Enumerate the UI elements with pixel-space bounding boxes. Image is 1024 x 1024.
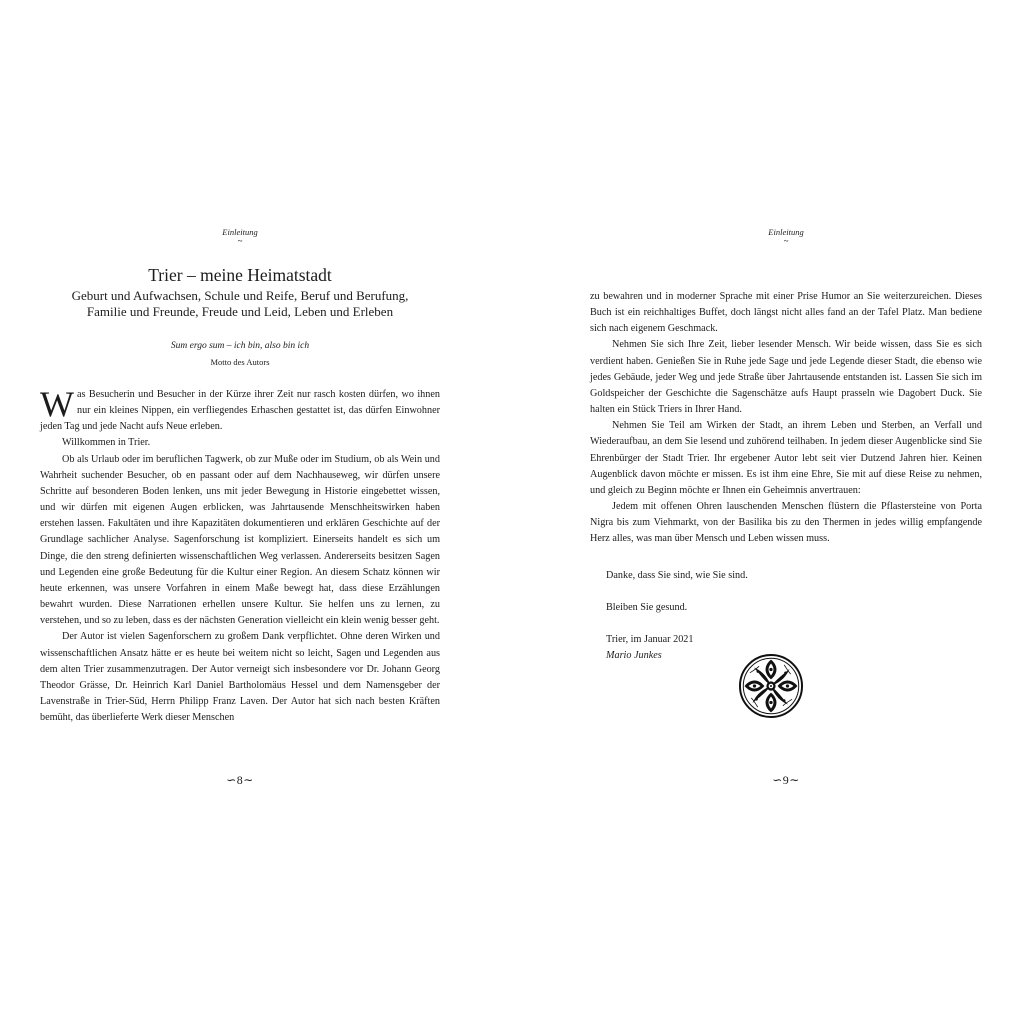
- circular-floral-ornament-icon: [738, 653, 804, 719]
- paragraph: Jedem mit offenen Ohren lauschenden Menschen flüstern die Pflastersteine von Porta Nigra bis zum Viehmarkt, von der Basilika bis zu den Thermen in jedes willig empfangende Herz alles, was man über Mensch und Leben wissen muss.: [590, 501, 982, 545]
- page-number-left: ∽8∼: [226, 773, 254, 787]
- closing-thanks: Danke, dass Sie sind, wie Sie sind.: [606, 570, 748, 581]
- tilde-ornament-icon: ~: [237, 236, 243, 246]
- left-page: [40, 0, 440, 1024]
- subtitle-line-1: Geburt und Aufwachsen, Schule und Reife, Beruf und Berufung,: [71, 288, 409, 303]
- running-head-text: Einleitung: [222, 227, 258, 237]
- page-number-right: ∽9∼: [772, 773, 800, 787]
- running-head-right: [590, 227, 982, 244]
- chapter-title: Trier – meine Heimatstadt: [148, 265, 332, 285]
- running-head-text: Einleitung: [768, 227, 804, 237]
- paragraph: zu bewahren und in moderner Sprache mit einer Prise Humor an Sie weiterzureichen. Dieses Buch ist ein reichhaltiges Buffet, doch längst nicht alles fand an der Tafel Platz. Man bediene sich nach eigenem Geschmack.: [590, 291, 982, 335]
- closing-stay-healthy: Bleiben Sie gesund.: [606, 602, 688, 613]
- paragraph: Ob als Urlaub oder im beruflichen Tagwerk, ob zur Muße oder im Studium, ob als Wein und Wahrheit suchender Besucher, ob en passant oder auf dem Nachhauseweg, wir dürfen unsere Schritte auf besonderen Boden lenken, uns mit jeder Bewegung in Historie eingebettet wissen, und wir dürfen mit eigenen Augen erblicken, was Jahrtausende Menschheitswirken haben erstehen lassen. Fakultäten und ihre Kapazitäten dokumentieren und erklären Geschichte auf der Grundlage sachlicher Analyse. Sagenforschung ist kompliziert. Einerseits handelt es sich um Dinge, die den streng definierten wissenschaftlichen Weg verlassen. Andererseits besitzen Sagen und Legenden eine große Bedeutung für die Kultur einer Region. An diesem Schatz können wir heute erkennen, was unsere Vorfahren in einem Maße bewegt hat, dass diese Erzählungen bewahrt wurden. Diese Narrationen erhellen unsere Kultur. Sie helfen uns zu lernen, zu verstehen, und so zu leben, dass es der nächsten Generation vielleicht ein klein wenig besser geht.: [40, 453, 440, 627]
- running-head-left: [40, 227, 440, 244]
- paragraph: Willkommen in Trier.: [62, 437, 151, 449]
- signature-block: [606, 632, 694, 664]
- subtitle-line-2: Familie und Freunde, Freude und Leid, Leben und Erleben: [86, 304, 394, 319]
- paragraph: Nehmen Sie Teil am Wirken der Stadt, an ihrem Leben und Sterben, an Verfall und Wiederaufbau, an dem Sie lesend und zuhörend teilhaben. In jedem dieser Augenblicke sind Sie Ehrenbürger der Stadt Trier. Ihr ergebener Autor lebt seit vier Dutzend Jahren hier. Keinen Augenblick davon möchte er missen. Es ist ihm eine Ehre, Sie mit auf diese Reise zu nehmen, und gleich zu Beginn möchte er Ihnen ein Geheimnis anvertrauen:: [590, 420, 982, 496]
- paragraph: Der Autor ist vielen Sagenforschern zu großem Dank verpflichtet. Ohne deren Wirken und wissenschaftlichen Ansatz hätte er es heute bei weitem nicht so leicht, Sagen und Legenden aus dem alten Trier zusammenzutragen. Der Autor verneigt sich insbesondere vor Dr. Johann Georg Theodor Grässe, Dr. Heinrich Karl Daniel Bartholomäus Hessel und dem Namensgeber der Lavenstraße in Trier-Süd, Herrn Philipp Franz Laven. Der Autor hat sich nach besten Kräften bemüht, das überlieferte Werk dieser Menschen: [40, 631, 440, 724]
- left-body-text: [40, 384, 440, 726]
- motto-quote: Sum ergo sum – ich bin, also bin ich: [170, 341, 310, 351]
- right-page: [590, 0, 982, 1024]
- author-name: Mario Junkes: [606, 650, 662, 661]
- motto-attribution: Motto des Autors: [210, 357, 270, 367]
- drop-cap: W: [40, 384, 74, 424]
- chapter-subtitle: [40, 288, 440, 320]
- right-body-text: [590, 289, 982, 548]
- paragraph: Was Besucherin und Besucher in der Kürze ihrer Zeit nur rasch kosten dürfen, wo ihnen nur ein kleines Nippen, ein verfliegendes Erhaschen gestattet ist, das dürfen Einwohner jeden Tag und jede Nacht aufs Neue erleben.: [40, 384, 440, 433]
- tilde-ornament-icon: ~: [783, 236, 789, 246]
- paragraph: Nehmen Sie sich Ihre Zeit, lieber lesender Mensch. Wir beide wissen, dass Sie es sich verdient haben. Genießen Sie in Ruhe jede Sage und jede Legende dieser Stadt, die ebenso wie jedes Gebäude, jeder Weg und jede Straße über Jahrtausende entstanden ist. Lassen Sie sich im Goldspeicher der Geschichte die Sagenschätze aufs Haupt prasseln wie Dagobert Duck. Sie halten ein Stück Triers in Ihrer Hand.: [590, 339, 982, 416]
- place-date: Trier, im Januar 2021: [606, 634, 694, 645]
